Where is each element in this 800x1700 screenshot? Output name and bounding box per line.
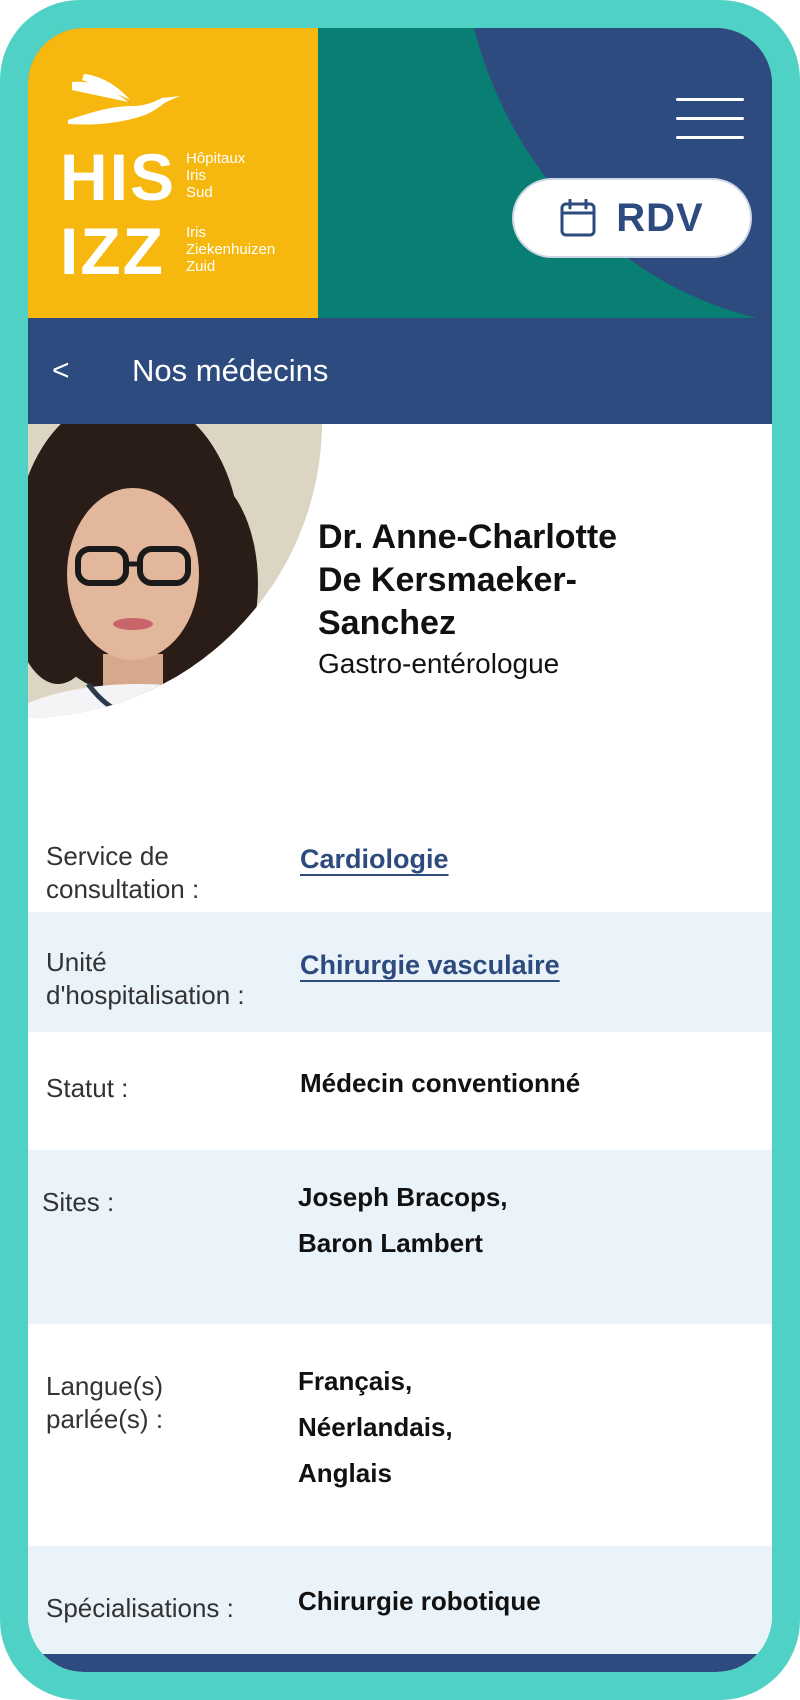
sites-label: Sites : bbox=[42, 1187, 115, 1217]
info-row-unit bbox=[28, 912, 772, 1032]
back-chevron-icon[interactable]: < bbox=[52, 354, 70, 387]
hamburger-menu-icon[interactable] bbox=[676, 96, 744, 142]
logo-nl-name: Iris Ziekenhuizen Zuid bbox=[186, 224, 276, 275]
doctor-name: Dr. Anne-Charlotte De Kersmaeker- Sanchez bbox=[318, 518, 618, 642]
logo-izz: IZZ bbox=[60, 214, 165, 288]
info-row-status bbox=[28, 1032, 772, 1150]
doctor-specialty: Gastro-entérologue bbox=[318, 648, 560, 679]
specializations-label: Spécialisations : bbox=[46, 1593, 234, 1623]
calendar-icon bbox=[560, 199, 596, 237]
specializations-value: Chirurgie robotique bbox=[298, 1586, 541, 1616]
info-row-service bbox=[28, 818, 772, 912]
service-link[interactable]: Cardiologie bbox=[300, 844, 449, 874]
languages-value: Français, Néerlandais, Anglais bbox=[298, 1366, 453, 1488]
sites-value: Joseph Bracops, Baron Lambert bbox=[298, 1182, 508, 1258]
languages-label: Langue(s) parlée(s) : bbox=[46, 1371, 164, 1434]
info-row-specializations bbox=[28, 1546, 772, 1654]
service-label: Service de consultation : bbox=[46, 841, 200, 904]
info-row-languages bbox=[28, 1324, 772, 1546]
bottom-bar bbox=[28, 1654, 772, 1672]
doctor-photo bbox=[28, 424, 322, 744]
screen bbox=[28, 28, 772, 1672]
logo[interactable] bbox=[28, 28, 318, 318]
rdv-button[interactable] bbox=[512, 178, 752, 258]
info-row-sites bbox=[28, 1150, 772, 1324]
rdv-label: RDV bbox=[616, 195, 704, 240]
status-label: Statut : bbox=[46, 1073, 129, 1103]
status-value: Médecin conventionné bbox=[300, 1068, 581, 1098]
logo-his: HIS bbox=[60, 140, 177, 214]
unit-link[interactable]: Chirurgie vasculaire bbox=[300, 950, 560, 980]
nav-bar bbox=[28, 318, 772, 424]
heron-icon bbox=[62, 72, 192, 132]
header bbox=[28, 28, 772, 318]
page-title: Nos médecins bbox=[132, 353, 329, 388]
logo-fr-name: Hôpitaux Iris Sud bbox=[186, 150, 246, 201]
unit-label: Unité d'hospitalisation : bbox=[46, 947, 245, 1010]
